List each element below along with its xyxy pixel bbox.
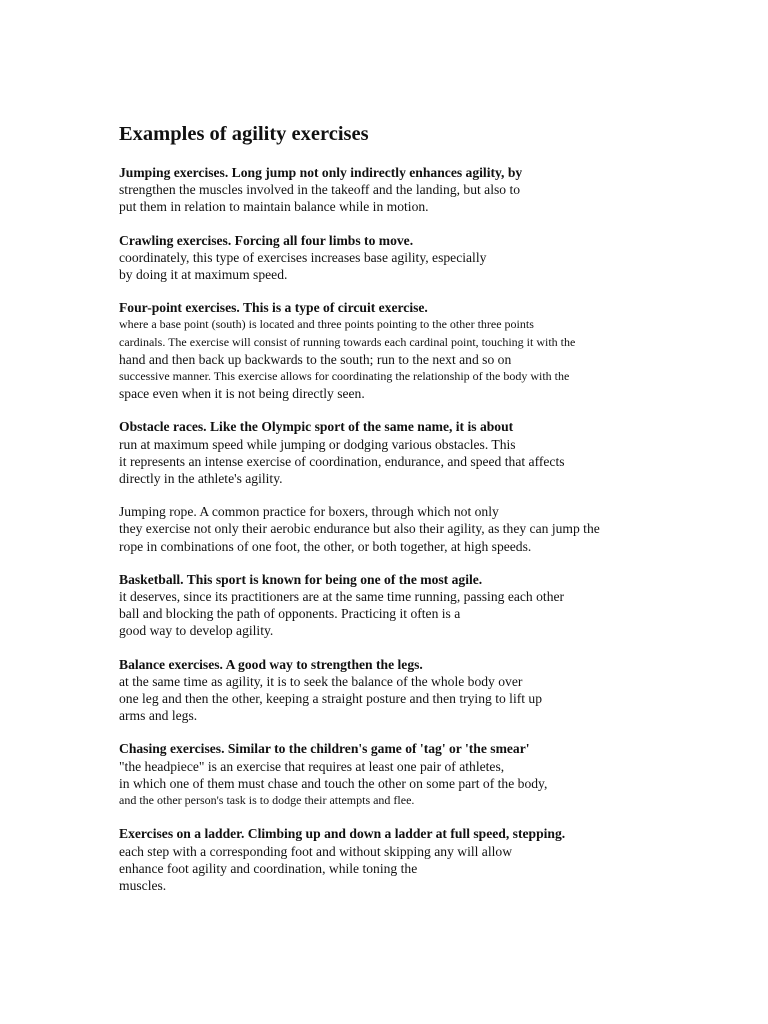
section-paragraph [119, 656, 679, 725]
section-text-line: enhance foot agility and coordination, while toning the [119, 860, 418, 876]
section-text-line: run at maximum speed while jumping or dodging various obstacles. This [119, 436, 516, 452]
section-text-line: directly in the athlete's agility. [119, 471, 283, 487]
section-text-line: it deserves, since its practitioners are at the same time running, passing each other [119, 589, 565, 605]
section-heading-line: Crawling exercises. Forcing all four limbs to move. [119, 232, 414, 248]
section-text-line: it represents an intense exercise of coordination, endurance, and speed that affects [119, 453, 565, 469]
section-paragraph [119, 740, 679, 809]
section-heading-line: Chasing exercises. Similar to the children's game of 'tag' or 'the smear' [119, 741, 530, 757]
section-text-line: successive manner. This exercise allows for coordinating the relationship of the body with the [119, 369, 570, 384]
section-paragraph [119, 164, 679, 216]
section-heading-line: Exercises on a ladder. Climbing up and down a ladder at full speed, stepping. [119, 826, 566, 842]
document-page [119, 122, 679, 910]
section-paragraph [119, 232, 679, 284]
section-text-line: space even when it is not being directly seen. [119, 386, 365, 402]
section-text-line: by doing it at maximum speed. [119, 267, 288, 283]
section-text-line: each step with a corresponding foot and without skipping any will allow [119, 843, 513, 859]
section-text-line: "the headpiece" is an exercise that requires at least one pair of athletes, [119, 758, 505, 774]
section-heading-line: Jumping exercises. Long jump not only indirectly enhances agility, by [119, 165, 523, 180]
section-text-line: Jumping rope. A common practice for boxers, through which not only [119, 504, 499, 520]
section-text-line: cardinals. The exercise will consist of running towards each cardinal point, touching it with the [119, 334, 576, 349]
document-title: Examples of agility exercises [119, 123, 369, 145]
section-text-line: muscles. [119, 877, 167, 893]
section-text-line: they exercise not only their aerobic endurance but also their agility, as they can jump the [119, 521, 600, 537]
section-paragraph [119, 418, 679, 487]
section-paragraph [119, 825, 679, 894]
section-heading-line: Four-point exercises. This is a type of circuit exercise. [119, 300, 428, 316]
section-text-line: strengthen the muscles involved in the takeoff and the landing, but also to [119, 182, 521, 198]
section-text-line: and the other person's task is to dodge their attempts and flee. [119, 793, 415, 808]
section-text-line: put them in relation to maintain balance while in motion. [119, 199, 429, 215]
section-heading-line: Obstacle races. Like the Olympic sport of the same name, it is about [119, 419, 514, 435]
section-heading-line: Basketball. This sport is known for being one of the most agile. [119, 571, 483, 587]
section-text-line: where a base point (south) is located and three points pointing to the other three points [119, 317, 534, 332]
section-text-line: one leg and then the other, keeping a straight posture and then trying to lift up [119, 691, 543, 707]
section-text-line: hand and then back up backwards to the south; run to the next and so on [119, 351, 512, 367]
section-text-line: good way to develop agility. [119, 623, 274, 639]
section-text-line: in which one of them must chase and touch the other on some part of the body, [119, 775, 548, 791]
section-paragraph [119, 299, 679, 402]
section-text-line: arms and legs. [119, 708, 198, 724]
section-text-line: coordinately, this type of exercises increases base agility, especially [119, 249, 487, 265]
section-heading-line: Balance exercises. A good way to strengthen the legs. [119, 656, 423, 672]
section-paragraph [119, 571, 679, 640]
section-text-line: at the same time as agility, it is to seek the balance of the whole body over [119, 673, 523, 689]
section-paragraph [119, 503, 679, 555]
sections-container [119, 164, 679, 894]
section-text-line: rope in combinations of one foot, the other, or both together, at high speeds. [119, 538, 532, 554]
section-text-line: ball and blocking the path of opponents. Practicing it often is a [119, 606, 461, 622]
